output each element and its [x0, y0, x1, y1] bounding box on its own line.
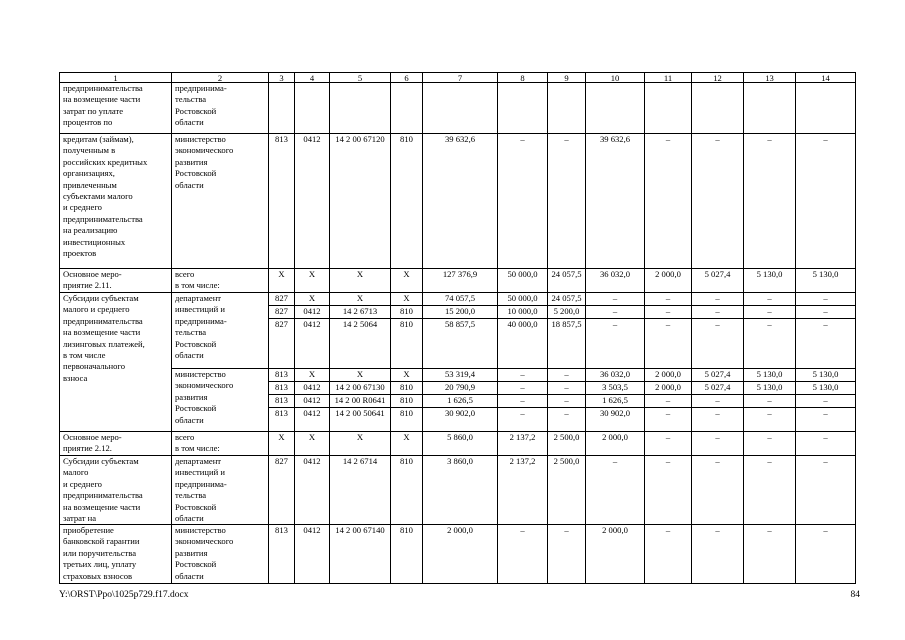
value-cell: 14 2 00 67130 — [329, 381, 391, 395]
value-cell: 2 000,0 — [422, 524, 498, 584]
column-number-header: 14 — [795, 72, 856, 83]
value-cell: – — [547, 368, 586, 382]
value-cell: – — [743, 407, 796, 432]
value-cell: 74 057,5 — [422, 292, 498, 306]
value-cell: X — [390, 268, 423, 293]
executor-cell: всего в том числе: — [171, 268, 269, 293]
value-cell: 0412 — [294, 407, 330, 432]
value-cell: X — [329, 268, 391, 293]
value-cell: 827 — [268, 292, 295, 306]
value-cell: 14 2 00 67140 — [329, 524, 391, 584]
value-cell: 2 000,0 — [585, 524, 645, 584]
value-cell: – — [795, 394, 856, 408]
value-cell-empty — [268, 82, 295, 134]
value-cell: 14 2 5064 — [329, 318, 391, 369]
value-cell: – — [497, 133, 548, 269]
value-cell: 127 376,9 — [422, 268, 498, 293]
value-cell: 0412 — [294, 381, 330, 395]
event-description-cell: Основное меро- приятие 2.11. — [59, 268, 172, 293]
value-cell: – — [644, 318, 692, 369]
column-number-header: 3 — [268, 72, 295, 83]
column-number-header: 7 — [422, 72, 498, 83]
value-cell: – — [644, 305, 692, 319]
value-cell: 18 857,5 — [547, 318, 586, 369]
value-cell: – — [585, 305, 645, 319]
value-cell: 2 000,0 — [644, 368, 692, 382]
value-cell: – — [691, 292, 744, 306]
value-cell: – — [497, 407, 548, 432]
value-cell: 14 2 00 R0641 — [329, 394, 391, 408]
value-cell: – — [743, 318, 796, 369]
value-cell: – — [644, 455, 692, 525]
value-cell: 810 — [390, 394, 423, 408]
value-cell: – — [547, 524, 586, 584]
value-cell: X — [294, 431, 330, 456]
value-cell: 30 902,0 — [422, 407, 498, 432]
column-number-header: 2 — [171, 72, 269, 83]
value-cell: X — [268, 431, 295, 456]
value-cell: 1 626,5 — [585, 394, 645, 408]
value-cell: 14 2 6713 — [329, 305, 391, 319]
value-cell: 1 626,5 — [422, 394, 498, 408]
value-cell: – — [691, 455, 744, 525]
value-cell: – — [795, 524, 856, 584]
value-cell: 2 137,2 — [497, 455, 548, 525]
value-cell: – — [644, 394, 692, 408]
value-cell: 14 2 6714 — [329, 455, 391, 525]
value-cell: 15 200,0 — [422, 305, 498, 319]
value-cell: – — [691, 407, 744, 432]
value-cell-empty — [743, 82, 796, 134]
value-cell: – — [691, 133, 744, 269]
value-cell: – — [795, 455, 856, 525]
value-cell: 813 — [268, 524, 295, 584]
executor-cell: предпринима- тельства Ростовской области — [171, 82, 269, 134]
value-cell: 2 137,2 — [497, 431, 548, 456]
value-cell: – — [644, 524, 692, 584]
value-cell: 24 057,5 — [547, 268, 586, 293]
event-description-cell: Субсидии субъектам малого и среднего предпринимательства на возмещение части лизинговых платежей, в том числе первоначального взноса — [59, 292, 172, 432]
event-description-cell: кредитам (займам), полученным в российских кредитных организациях, привлеченным субъектами малого и среднего предпринимательства на реализацию инвестиционных проектов — [59, 133, 172, 269]
value-cell: 810 — [390, 318, 423, 369]
value-cell: – — [644, 133, 692, 269]
value-cell: – — [743, 455, 796, 525]
value-cell: 39 632,6 — [585, 133, 645, 269]
value-cell: 0412 — [294, 455, 330, 525]
value-cell-empty — [644, 82, 692, 134]
value-cell: 36 032,0 — [585, 268, 645, 293]
executor-cell: всего в том числе: — [171, 431, 269, 456]
column-number-header: 1 — [59, 72, 172, 83]
value-cell: X — [294, 268, 330, 293]
column-number-header: 11 — [644, 72, 692, 83]
executor-cell: министерство экономического развития Ростовской области — [171, 133, 269, 269]
value-cell: 810 — [390, 455, 423, 525]
value-cell: – — [547, 407, 586, 432]
value-cell: 827 — [268, 318, 295, 369]
value-cell: – — [585, 455, 645, 525]
value-cell: 24 057,5 — [547, 292, 586, 306]
value-cell: 0412 — [294, 133, 330, 269]
value-cell: 30 902,0 — [585, 407, 645, 432]
footer-file-path: Y:\ORST\Ppo\1025p729.f17.docx — [59, 590, 189, 600]
value-cell: 810 — [390, 524, 423, 584]
value-cell: X — [390, 431, 423, 456]
value-cell: – — [743, 305, 796, 319]
value-cell: 813 — [268, 407, 295, 432]
value-cell: 2 500,0 — [547, 431, 586, 456]
event-description-cell: Основное меро- приятие 2.12. — [59, 431, 172, 456]
value-cell: – — [547, 133, 586, 269]
value-cell-empty — [497, 82, 548, 134]
value-cell: 40 000,0 — [497, 318, 548, 369]
value-cell: – — [691, 318, 744, 369]
value-cell: – — [743, 524, 796, 584]
value-cell: 3 503,5 — [585, 381, 645, 395]
value-cell: 36 032,0 — [585, 368, 645, 382]
value-cell: – — [795, 133, 856, 269]
value-cell: – — [691, 524, 744, 584]
value-cell: X — [329, 431, 391, 456]
value-cell: – — [547, 394, 586, 408]
value-cell: – — [691, 394, 744, 408]
value-cell: – — [585, 292, 645, 306]
value-cell: 810 — [390, 407, 423, 432]
value-cell: 39 632,6 — [422, 133, 498, 269]
value-cell: 813 — [268, 133, 295, 269]
value-cell: – — [795, 431, 856, 456]
value-cell: 0412 — [294, 318, 330, 369]
value-cell: 53 319,4 — [422, 368, 498, 382]
column-number-header: 6 — [390, 72, 423, 83]
executor-cell: министерство экономического развития Ростовской области — [171, 524, 269, 584]
column-number-header: 4 — [294, 72, 330, 83]
value-cell: – — [644, 431, 692, 456]
executor-cell: департамент инвестиций и предпринима- тельства Ростовской области — [171, 455, 269, 525]
value-cell: 810 — [390, 305, 423, 319]
value-cell: – — [547, 381, 586, 395]
value-cell: 5 130,0 — [795, 381, 856, 395]
value-cell: – — [795, 292, 856, 306]
value-cell: – — [497, 381, 548, 395]
value-cell: 5 027,4 — [691, 381, 744, 395]
value-cell: 14 2 00 67120 — [329, 133, 391, 269]
value-cell: 10 000,0 — [497, 305, 548, 319]
value-cell: – — [497, 524, 548, 584]
value-cell: 810 — [390, 381, 423, 395]
value-cell: – — [743, 292, 796, 306]
value-cell: – — [743, 431, 796, 456]
event-description-cell: приобретение банковской гарантии или поручительства третьих лиц, уплату страховых взносов — [59, 524, 172, 584]
value-cell-empty — [329, 82, 391, 134]
value-cell-empty — [294, 82, 330, 134]
value-cell: X — [268, 268, 295, 293]
value-cell: – — [795, 407, 856, 432]
value-cell: X — [329, 292, 391, 306]
value-cell: – — [691, 431, 744, 456]
value-cell: 20 790,9 — [422, 381, 498, 395]
value-cell: 2 000,0 — [644, 268, 692, 293]
value-cell-empty — [390, 82, 423, 134]
value-cell: X — [294, 292, 330, 306]
value-cell: 5 027,4 — [691, 368, 744, 382]
value-cell: – — [691, 305, 744, 319]
value-cell: 5 130,0 — [795, 268, 856, 293]
value-cell: – — [743, 394, 796, 408]
footer-page-number: 84 — [850, 590, 860, 600]
value-cell: – — [497, 368, 548, 382]
value-cell: – — [795, 305, 856, 319]
value-cell: 810 — [390, 133, 423, 269]
value-cell: – — [644, 407, 692, 432]
executor-cell: департамент инвестиций и предпринима- тельства Ростовской области — [171, 292, 269, 369]
value-cell: X — [390, 368, 423, 382]
value-cell: – — [585, 318, 645, 369]
column-number-header: 12 — [691, 72, 744, 83]
value-cell: 14 2 00 50641 — [329, 407, 391, 432]
value-cell: 827 — [268, 305, 295, 319]
event-description-cell: Субсидии субъектам малого и среднего предпринимательства на возмещение части затрат на — [59, 455, 172, 525]
value-cell: X — [390, 292, 423, 306]
value-cell-empty — [691, 82, 744, 134]
column-number-header: 8 — [497, 72, 548, 83]
value-cell: 50 000,0 — [497, 292, 548, 306]
value-cell: 813 — [268, 394, 295, 408]
column-number-header: 5 — [329, 72, 391, 83]
value-cell: 3 860,0 — [422, 455, 498, 525]
value-cell: 2 000,0 — [585, 431, 645, 456]
value-cell: – — [795, 318, 856, 369]
column-number-header: 10 — [585, 72, 645, 83]
value-cell: 0412 — [294, 305, 330, 319]
value-cell-empty — [585, 82, 645, 134]
event-description-cell: предпринимательства на возмещение части затрат по уплате процентов по — [59, 82, 172, 134]
value-cell: – — [743, 133, 796, 269]
column-number-header: 9 — [547, 72, 586, 83]
value-cell: X — [329, 368, 391, 382]
value-cell: 827 — [268, 455, 295, 525]
value-cell: – — [644, 292, 692, 306]
value-cell-empty — [547, 82, 586, 134]
value-cell: 5 130,0 — [743, 268, 796, 293]
value-cell: 5 027,4 — [691, 268, 744, 293]
value-cell: 0412 — [294, 524, 330, 584]
executor-cell: министерство экономического развития Ростовской области — [171, 368, 269, 432]
value-cell-empty — [795, 82, 856, 134]
value-cell: 5 130,0 — [795, 368, 856, 382]
column-number-header: 13 — [743, 72, 796, 83]
value-cell: 2 000,0 — [644, 381, 692, 395]
value-cell: 50 000,0 — [497, 268, 548, 293]
value-cell-empty — [422, 82, 498, 134]
value-cell: 0412 — [294, 394, 330, 408]
value-cell: 5 860,0 — [422, 431, 498, 456]
value-cell: 58 857,5 — [422, 318, 498, 369]
value-cell: 5 200,0 — [547, 305, 586, 319]
value-cell: 5 130,0 — [743, 368, 796, 382]
value-cell: – — [497, 394, 548, 408]
value-cell: 813 — [268, 381, 295, 395]
value-cell: X — [294, 368, 330, 382]
value-cell: 813 — [268, 368, 295, 382]
value-cell: 5 130,0 — [743, 381, 796, 395]
value-cell: 2 500,0 — [547, 455, 586, 525]
